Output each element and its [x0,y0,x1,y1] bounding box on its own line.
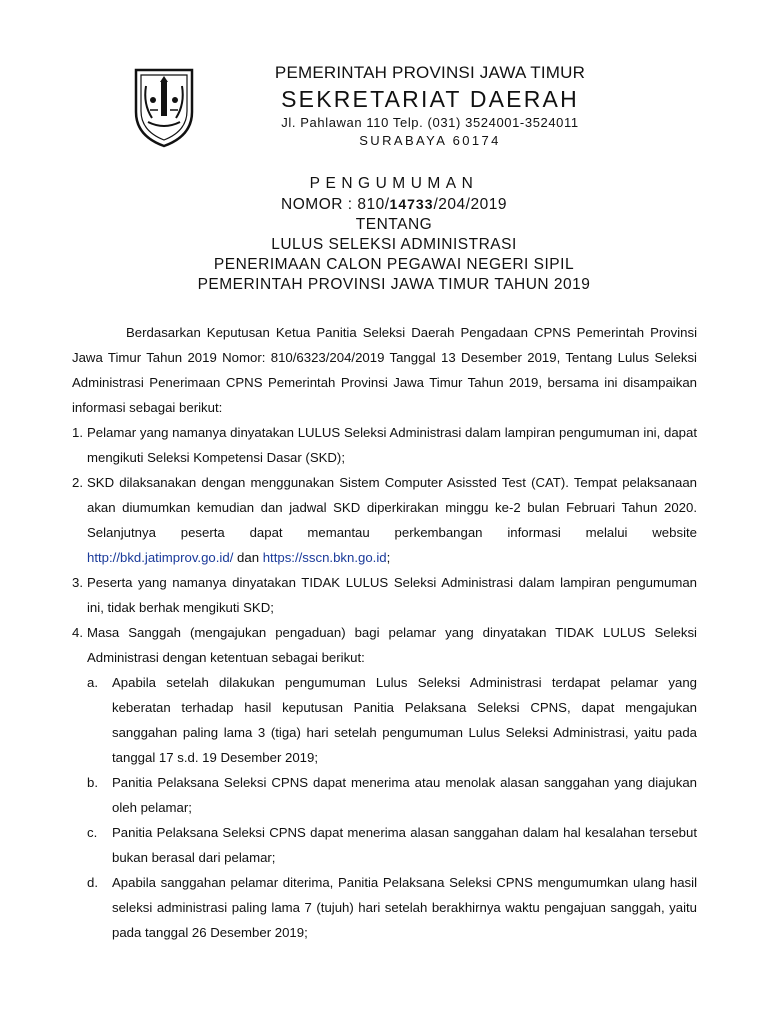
announcement-body [72,320,697,945]
sscn-website-link[interactable]: https://sscn.bkn.go.id [262,550,387,565]
sub-list-item: b. Panitia Pelaksana Seleksi CPNS dapat menerima atau menolak alasan sanggahan yang diajukan oleh pelamar; [87,775,697,815]
list-item: 3. Peserta yang namanya dinyatakan TIDAK LULUS Seleksi Administrasi dalam lampiran pengumuman ini, tidak berhak mengikuti SKD; [72,575,697,615]
office-city: SURABAYA 60174 [359,133,501,148]
announcement-subject-line: PENERIMAAN CALON PEGAWAI NEGERI SIPIL [213,256,575,273]
list-item: 4. Masa Sanggah (mengajukan pengaduan) bagi pelamar yang dinyatakan TIDAK LULUS Seleksi Administrasi dengan ketentuan sebagai berikut: [72,625,697,665]
sub-list-item: d. Apabila sanggahan pelamar diterima, Panitia Pelaksana Seleksi CPNS mengumumkan ulang hasil seleksi administrasi paling lama 7 (tujuh) hari setelah berakhirnya waktu pengajuan sanggah, yaitu pada tanggal 26 Desember 2019; [87,875,697,940]
sub-list-item: a. Apabila setelah dilakukan pengumuman Lulus Seleksi Administrasi terdapat pelamar yang keberatan terhadap hasil keputusan Panitia Pelaksana Seleksi CPNS, dapat mengajukan sanggahan paling lama 3 (tiga) hari setelah pengumuman Lulus Seleksi Administrasi, yaitu pada tanggal 17 s.d. 19 Desember 2019; [87,675,697,765]
list-item: 1. Pelamar yang namanya dinyatakan LULUS Seleksi Administrasi dalam lampiran pengumuman ini, dapat mengikuti Seleksi Kompetensi Dasar (SKD); [72,425,697,465]
office-address: Jl. Pahlawan 110 Telp. (031) 3524001-3524011 [281,115,579,130]
office-name: SEKRETARIAT DAERAH [281,86,579,112]
announcement-title [80,174,708,295]
bkd-website-link[interactable]: http://bkd.jatimprov.go.id/ [87,550,234,565]
letterhead [200,62,660,150]
list-item: 2. SKD dilaksanakan dengan menggunakan Sistem Computer Asissted Test (CAT). Tempat pelaksanaan akan diumumkan kemudian dan jadwal SKD diperkirakan minggu ke-2 bulan Februari Tahun 2020. Selanjutnya peserta dapat memantau perkembangan informasi melalui website http://bkd.jatimprov.go.id/ dan https://sscn.bkn.go.id; [72,475,697,565]
sub-list-item: c. Panitia Pelaksana Seleksi CPNS dapat menerima alasan sanggahan dalam hal kesalahan tersebut bukan berasal dari pelamar; [87,825,697,865]
provincial-emblem-icon [132,66,196,150]
announcement-about: TENTANG [355,216,433,233]
announcement-subject-line: PEMERINTAH PROVINSI JAWA TIMUR TAHUN 2019 [197,276,591,293]
announcement-subject-line: LULUS SELEKSI ADMINISTRASI [271,236,517,253]
announcement-heading: PENGUMUMAN [309,175,479,192]
intro-paragraph: Berdasarkan Keputusan Ketua Panitia Seleksi Daerah Pengadaan CPNS Pemerintah Provinsi Jawa Timur Tahun 2019 Nomor: 810/6323/204/2019 Tanggal 13 Desember 2019, Tentang Lulus Seleksi Administrasi Penerimaan CPNS Pemerintah Provinsi Jawa Timur Tahun 2019, bersama ini disampaikan informasi sebagai berikut: [72,325,697,415]
announcement-number: NOMOR : 810/14733/204/2019 [281,196,507,213]
government-name: PEMERINTAH PROVINSI JAWA TIMUR [274,63,586,82]
number-stamp: 14733 [389,196,434,212]
